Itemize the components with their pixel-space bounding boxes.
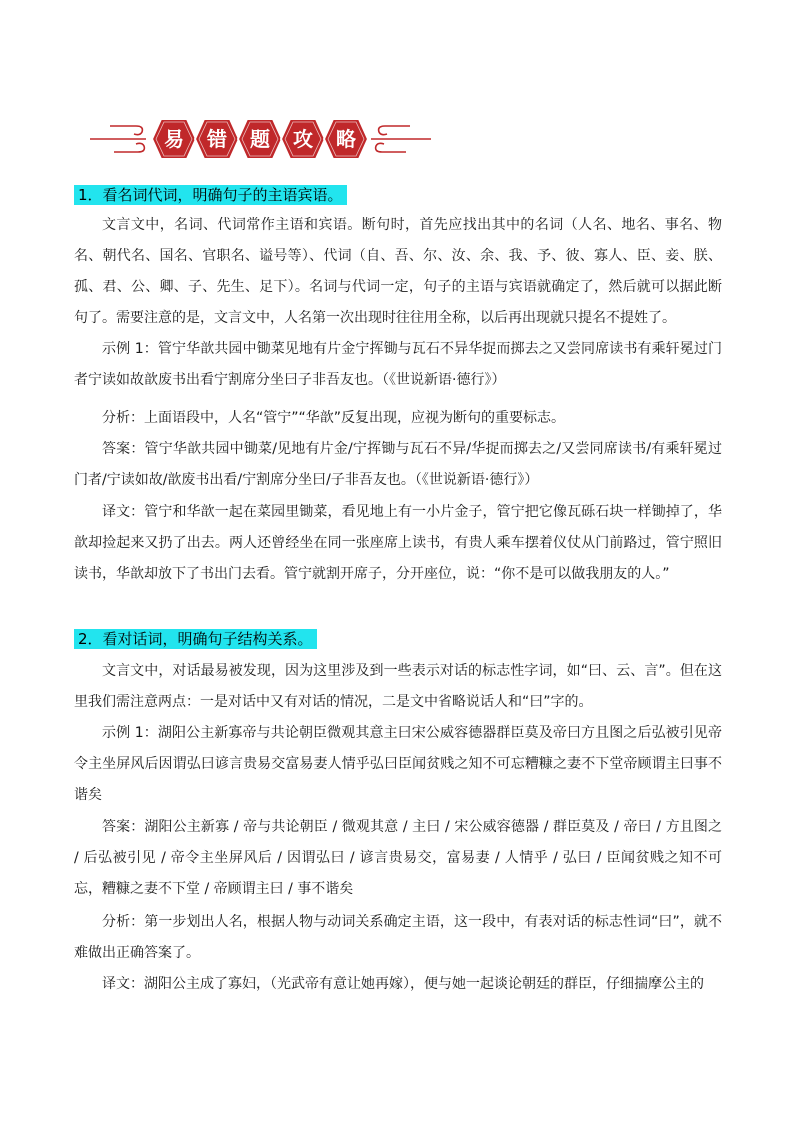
banner-char-3: 题 <box>250 127 270 151</box>
section2-intro: 文言文中，对话最易被发现，因为这里涉及到一些表示对话的标志性字词，如“曰、云、言”。但在这里我们需注意两点：一是对话中又有对话的情况，二是文中省略说话人和“曰”字的。 <box>74 663 722 710</box>
banner-char-1: 易 <box>164 127 184 151</box>
section1-answer: 答案：管宁华歆共园中锄菜/见地有片金/宁挥锄与瓦石不异/华捉而掷去之/又尝同席读书/有乘轩冕过门者/宁读如故/歆废书出看/宁割席分坐曰/子非吾友也。（《世说新语·德行》） <box>74 441 722 488</box>
section1-intro: 文言文中，名词、代词常作主语和宾语。断句时，首先应找出其中的名词（人名、地名、事名、物名、朝代名、国名、官职名、谥号等）、代词（自、吾、尔、汝、余、我、予、彼、寡人、臣、妾、朕、孤、君、公、卿、子、先生、足下）。名词与代词一定，句子的主语与宾语就确定了，然后就可以据此断句了。需要注意的是，文言文中，人名第一次出现时往往用全称，以后再出现就只提名不提姓了。 <box>74 217 722 326</box>
section1-analysis: 分析：上面语段中，人名“管宁”“华歆”反复出现，应视为断句的重要标志。 <box>102 410 566 426</box>
banner-char-4: 攻 <box>293 127 313 151</box>
section1-example: 示例 1：管宁华歆共园中锄菜见地有片金宁挥锄与瓦石不异华捉而掷去之又尝同席读书有乘轩冕过门者宁读如故歆废书出看宁割席分坐曰子非吾友也。（《世说新语·德行》） <box>74 341 722 388</box>
section2-heading: 2．看对话词，明确句子结构关系。 <box>74 629 317 649</box>
title-banner <box>88 114 433 164</box>
section2-answer: 答案：湖阳公主新寡 / 帝与共论朝臣 / 微观其意 / 主曰 / 宋公威容德器 / 群臣莫及 / 帝曰 / 方且图之 / 后弘被引见 / 帝令主坐屏风后 / 因谓弘曰 / 谚言贵易交，富易妻 / 人情乎 / 弘曰 / 臣闻贫贱之知不可忘，糟糠之妻不下堂 / 帝顾谓主曰 / 事不谐矣 <box>74 819 722 897</box>
section2-analysis: 分析：第一步划出人名，根据人物与动词关系确定主语，这一段中，有表对话的标志性词“曰”，就不难做出正确答案了。 <box>74 914 722 961</box>
section1-translation: 译文：管宁和华歆一起在菜园里锄菜，看见地上有一小片金子，管宁把它像瓦砾石块一样锄掉了，华歆却捡起来又扔了出去。两人还曾经坐在同一张座席上读书，有贵人乘车摆着仪仗从门前路过，管宁照旧读书，华歆却放下了书出门去看。管宁就割开席子，分开座位，说：“你不是可以做我朋友的人。” <box>74 504 722 582</box>
banner-char-2: 错 <box>207 127 227 151</box>
section1-heading: 1．看名词代词，明确句子的主语宾语。 <box>74 185 347 205</box>
section2-translation: 译文：湖阳公主成了寡妇，（光武帝有意让她再嫁），便与她一起谈论朝廷的群臣，仔细揣摩公主的 <box>102 976 704 992</box>
section2-example: 示例 1：湖阳公主新寡帝与共论朝臣微观其意主曰宋公威容德器群臣莫及帝曰方且图之后弘被引见帝令主坐屏风后因谓弘曰谚言贵易交富易妻人情乎弘曰臣闻贫贱之知不可忘糟糠之妻不下堂帝顾谓主曰事不谐矣 <box>74 725 722 803</box>
banner-char-5: 略 <box>336 127 356 151</box>
